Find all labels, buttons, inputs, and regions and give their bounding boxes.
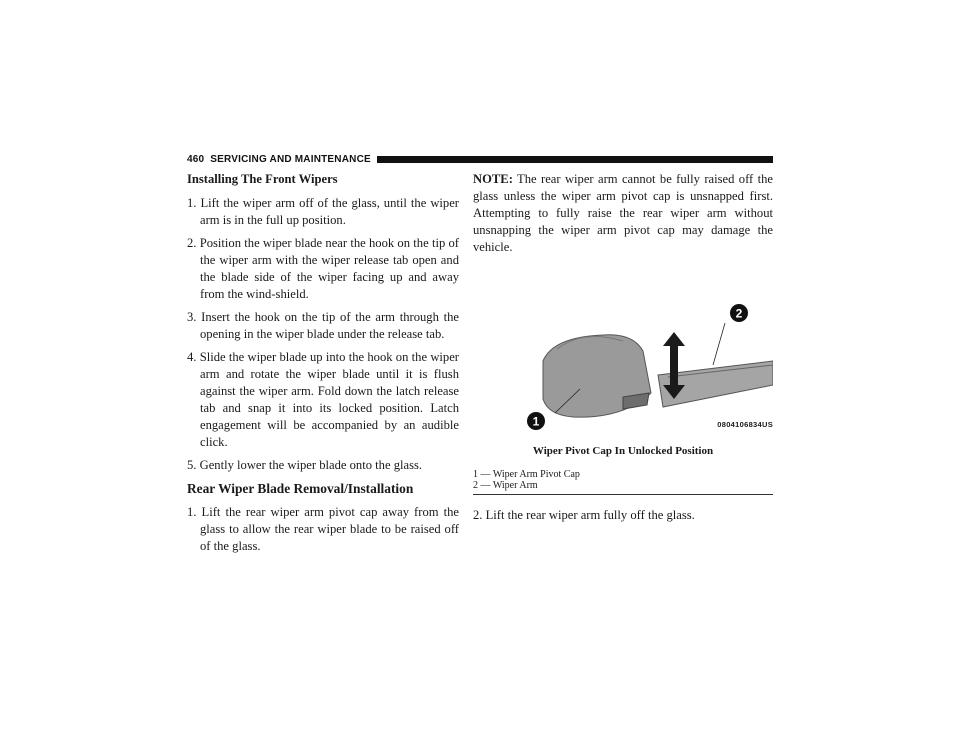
callout-2-label: 2 <box>735 306 743 321</box>
legend-item: 2 — Wiper Arm <box>473 480 538 491</box>
figure-legend <box>473 469 773 495</box>
double-arrow-icon <box>663 332 685 399</box>
list-item: 4. Slide the wiper blade up into the hook on the wiper arm and rotate the wiper blade until it is flush against the wiper arm. Fold down the latch release tab and snap it into its locked position. Latch engagement will be accompanied by an audible click. <box>187 350 459 449</box>
note-text: The rear wiper arm cannot be fully raised off the glass unless the wiper arm pivot cap is unsnapped first. Attempting to fully raise the rear wiper arm without unsnapping the wiper arm pivot cap may damage the vehicle. <box>473 172 774 254</box>
leader-line-2 <box>713 323 725 365</box>
legend-rule <box>473 494 773 495</box>
list-item: 2. Position the wiper blade near the hook on the tip of the wiper arm with the wiper release tab open and the blade side of the wiper facing up and away from the wind-shield. <box>187 236 459 301</box>
list-item: 2. Lift the rear wiper arm fully off the glass. <box>473 508 695 522</box>
left-column <box>187 171 459 561</box>
rear-wiper-steps <box>187 504 459 555</box>
wiper-pivot-cap-figure <box>473 289 773 439</box>
page-number: 460 <box>187 153 205 165</box>
legend-item: 1 — Wiper Arm Pivot Cap <box>473 469 580 480</box>
section-heading-front-wipers: Installing The Front Wipers <box>187 172 338 186</box>
header-rule <box>377 156 773 163</box>
list-item: 5. Gently lower the wiper blade onto the glass. <box>187 458 423 472</box>
section-title: SERVICING AND MAINTENANCE <box>210 153 371 165</box>
front-wiper-steps <box>187 195 459 474</box>
list-item: 1. Lift the wiper arm off of the glass, until the wiper arm is in the full up position. <box>187 196 459 227</box>
figure-caption: Wiper Pivot Cap In Unlocked Position <box>532 445 714 457</box>
section-heading-rear-wiper: Rear Wiper Blade Removal/Installation <box>187 481 414 496</box>
right-column <box>473 171 773 530</box>
note-paragraph <box>473 171 773 256</box>
list-item: 3. Insert the hook on the tip of the arm through the opening in the wiper blade under the release tab. <box>187 310 459 341</box>
list-item: 1. Lift the rear wiper arm pivot cap away from the glass to allow the rear wiper blade to be raised off of the glass. <box>187 505 459 553</box>
callout-1-label: 1 <box>532 414 540 429</box>
page-header <box>187 152 773 166</box>
figure-code: 0804106834US <box>717 420 773 429</box>
note-label: NOTE: <box>473 172 513 186</box>
